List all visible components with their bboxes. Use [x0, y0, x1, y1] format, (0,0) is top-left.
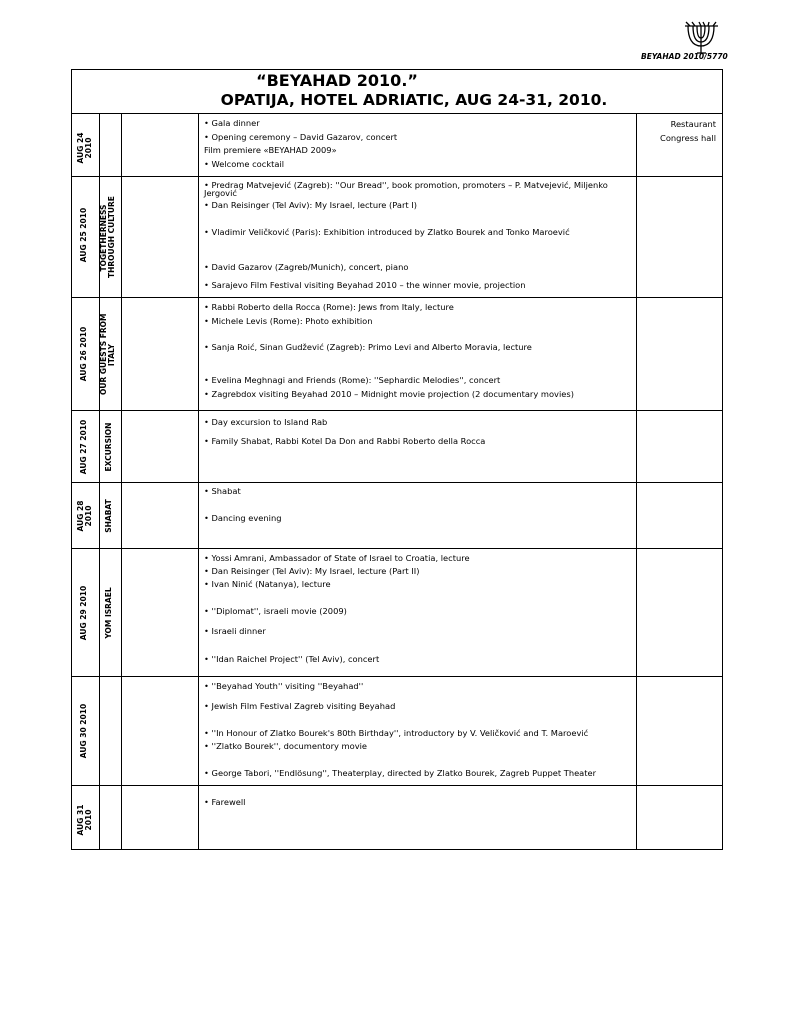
day-theme: [100, 315, 118, 395]
day-theme: YOM ISRAEL: [104, 587, 113, 639]
day-row-aug-26: [71, 298, 723, 411]
schedule-item: • Jewish Film Festival Zagreb visiting Beyahad: [204, 701, 396, 711]
theme-text: OUR GUESTS FROM ITALY: [99, 313, 116, 395]
schedule-item: • Welcome cocktail: [204, 159, 285, 169]
venue-label: Congress hall: [660, 133, 716, 143]
schedule-item: • ''Zlatko Bourek'', documentory movie: [204, 741, 368, 751]
date-line: AUG 28 2010: [76, 500, 93, 532]
day-theme: [100, 198, 118, 278]
schedule-item: • Sanja Roić, Sinan Gudžević (Zagreb): Primo Levi and Alberto Moravia, lecture: [204, 342, 532, 352]
schedule-item: • Evelina Meghnagi and Friends (Rome): ''Sephardic Melodies'', concert: [204, 375, 501, 385]
day-date: [77, 123, 93, 173]
date-line: AUG 31 2010: [76, 804, 93, 836]
schedule-item: • Farewell: [204, 797, 246, 807]
schedule-item: • Day excursion to Island Rab: [204, 417, 328, 427]
schedule-item: • ''Idan Raichel Project'' (Tel Aviv), concert: [204, 654, 380, 664]
day-date: [77, 795, 93, 845]
schedule-item: • George Tabori, ''Endlösung'', Theaterplay, directed by Zlatko Bourek, Zagreb Puppet Theater: [204, 768, 597, 778]
schedule-item: • Dan Reisinger (Tel Aviv): My Israel, lecture (Part II): [204, 566, 420, 576]
schedule-item: Film premiere «BEYAHAD 2009»: [204, 145, 337, 155]
schedule-item: • Michele Levis (Rome): Photo exhibition: [204, 316, 373, 326]
day-row-aug-28: [71, 483, 723, 549]
day-theme: EXCURSION: [104, 422, 113, 472]
day-date: AUG 26 2010: [79, 326, 88, 382]
schedule-item: • Ivan Ninić (Natanya), lecture: [204, 579, 331, 589]
day-row-aug-31: [71, 786, 723, 850]
schedule-item: • Sarajevo Film Festival visiting Beyahad 2010 – the winner movie, projection: [204, 280, 526, 290]
theme-text: TOGETHERNESS THROUGH CULTURE: [99, 196, 116, 278]
event-subtitle: OPATIJA, HOTEL ADRIATIC, AUG 24-31, 2010.: [220, 91, 608, 109]
schedule-item: • Dan Reisinger (Tel Aviv): My Israel, lecture (Part I): [204, 200, 417, 210]
day-row-aug-25: [71, 177, 723, 298]
date-line: AUG 24 2010: [76, 132, 93, 164]
day-row-aug-29: [71, 549, 723, 677]
day-row-aug-24: [71, 114, 723, 177]
day-row-aug-27: [71, 411, 723, 483]
title-cell: [71, 69, 723, 114]
day-date: AUG 25 2010: [79, 207, 88, 263]
day-date: AUG 30 2010: [79, 703, 88, 759]
schedule-item: • Yossi Amrani, Ambassador of State of Israel to Croatia, lecture: [204, 553, 470, 563]
schedule-item: • Shabat: [204, 486, 241, 496]
day-date: AUG 27 2010: [79, 419, 88, 475]
day-row-aug-30: [71, 677, 723, 786]
schedule-item: • Rabbi Roberto della Rocca (Rome): Jews from Italy, lecture: [204, 302, 454, 312]
schedule-item: • ''In Honour of Zlatko Bourek's 80th Birthday'', introductory by V. Veličković and T. Maroević: [204, 728, 589, 738]
venue-label: Restaurant: [670, 119, 716, 129]
menorah-icon: [682, 20, 720, 54]
schedule-item: • Zagrebdox visiting Beyahad 2010 – Midnight movie projection (2 documentary movies): [204, 389, 574, 399]
schedule-item: • Gala dinner: [204, 118, 260, 128]
document-header-tag: BEYAHAD 2010/5770: [641, 52, 728, 61]
schedule-item: • Opening ceremony – David Gazarov, concert: [204, 132, 398, 142]
day-theme: SHABAT: [104, 499, 113, 533]
schedule-item: • Vladimir Veličković (Paris): Exhibition introduced by Zlatko Bourek and Tonko Maroević: [204, 227, 570, 237]
schedule-item: • Israeli dinner: [204, 626, 266, 636]
schedule-item: • ''Beyahad Youth'' visiting ''Beyahad'': [204, 681, 364, 691]
schedule-item: • Family Shabat, Rabbi Kotel Da Don and Rabbi Roberto della Rocca: [204, 436, 486, 446]
event-title: “BEYAHAD 2010.”: [256, 71, 418, 90]
schedule-item: • ''Diplomat'', israeli movie (2009): [204, 606, 347, 616]
day-date: AUG 29 2010: [79, 585, 88, 641]
schedule-item: • Dancing evening: [204, 513, 282, 523]
schedule-item: • Predrag Matvejević (Zagreb): ''Our Bread'', book promotion, promoters – P. Matvejević, Miljenko Jergović: [204, 180, 608, 198]
schedule-item: • David Gazarov (Zagreb/Munich), concert, piano: [204, 262, 409, 272]
day-date: [77, 491, 93, 541]
